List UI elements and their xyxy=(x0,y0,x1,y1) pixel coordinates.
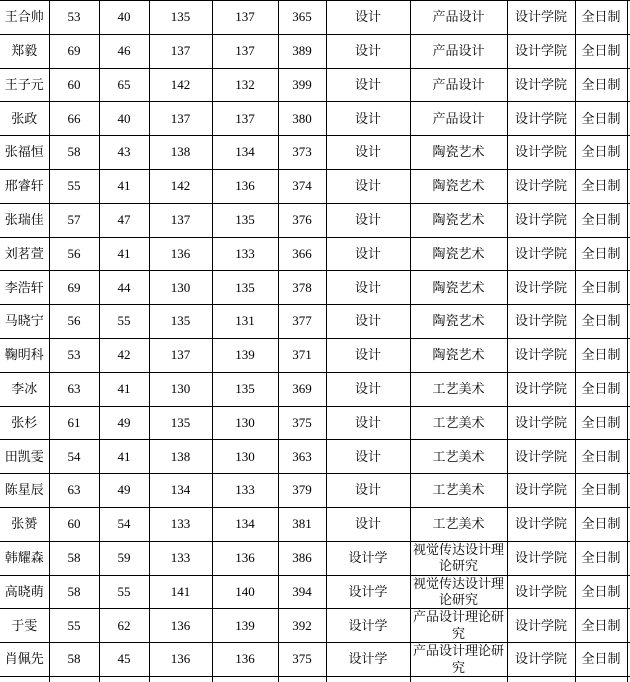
empty-cut-cell xyxy=(149,676,212,682)
table-row xyxy=(0,203,630,237)
cell-study-type: 全日制 xyxy=(575,102,627,136)
cell-college: 设计学院 xyxy=(507,169,575,203)
cell-score1: 55 xyxy=(49,169,99,203)
cell-name: 王子元 xyxy=(0,68,49,102)
cell-score1: 69 xyxy=(49,34,99,68)
cell-score1: 56 xyxy=(49,305,99,339)
cell-major: 设计 xyxy=(326,102,410,136)
cell-total: 380 xyxy=(278,102,326,136)
cell-study-type: 全日制 xyxy=(575,237,627,271)
cell-score1: 66 xyxy=(49,102,99,136)
cell-score3: 133 xyxy=(149,507,212,541)
cell-major: 设计 xyxy=(326,406,410,440)
cell-total: 381 xyxy=(278,507,326,541)
cell-name: 田凯雯 xyxy=(0,440,49,474)
cell-score4: 136 xyxy=(212,169,278,203)
cell-major: 设计 xyxy=(326,338,410,372)
cell-score1: 61 xyxy=(49,406,99,440)
cell-score4: 135 xyxy=(212,271,278,305)
cell-score4: 135 xyxy=(212,203,278,237)
cell-study-type: 全日制 xyxy=(575,406,627,440)
cell-research-direction: 工艺美术 xyxy=(410,507,507,541)
cell-score2: 44 xyxy=(99,271,149,305)
cell-college: 设计学院 xyxy=(507,68,575,102)
cell-total: 389 xyxy=(278,34,326,68)
cell-name: 肖佩先 xyxy=(0,643,49,677)
cell-score4: 136 xyxy=(212,643,278,677)
cell-total: 376 xyxy=(278,203,326,237)
empty-cut-cell xyxy=(575,676,627,682)
cell-score4: 133 xyxy=(212,237,278,271)
table-row xyxy=(0,372,630,406)
cell-score1: 54 xyxy=(49,440,99,474)
cell-total: 399 xyxy=(278,68,326,102)
cell-research-direction: 工艺美术 xyxy=(410,406,507,440)
cell-research-direction: 工艺美术 xyxy=(410,440,507,474)
cell-score1: 53 xyxy=(49,1,99,35)
cell-score1: 53 xyxy=(49,338,99,372)
table-row-partial xyxy=(0,676,630,682)
cell-score4: 133 xyxy=(212,474,278,508)
cell-name: 李冰 xyxy=(0,372,49,406)
cell-score2: 42 xyxy=(99,338,149,372)
table-row xyxy=(0,541,630,575)
cell-major: 设计 xyxy=(326,507,410,541)
cell-name: 张赟 xyxy=(0,507,49,541)
cell-name: 刘茗萱 xyxy=(0,237,49,271)
table-row xyxy=(0,34,630,68)
cell-college: 设计学院 xyxy=(507,474,575,508)
table-row xyxy=(0,609,630,643)
table-row xyxy=(0,440,630,474)
cell-name: 张杉 xyxy=(0,406,49,440)
cell-research-direction: 产品设计 xyxy=(410,102,507,136)
cell-score3: 130 xyxy=(149,372,212,406)
cell-score2: 55 xyxy=(99,305,149,339)
cell-score4: 131 xyxy=(212,305,278,339)
cell-research-direction: 视觉传达设计理论研究 xyxy=(410,541,507,575)
empty-cut-cell xyxy=(410,676,507,682)
cell-total: 365 xyxy=(278,1,326,35)
cell-score4: 135 xyxy=(212,372,278,406)
cell-name: 张瑞佳 xyxy=(0,203,49,237)
cell-score3: 138 xyxy=(149,440,212,474)
cell-research-direction: 陶瓷艺术 xyxy=(410,237,507,271)
empty-cut-cell xyxy=(507,676,575,682)
cell-study-type: 全日制 xyxy=(575,68,627,102)
cell-score1: 58 xyxy=(49,575,99,609)
cell-total: 392 xyxy=(278,609,326,643)
cell-score4: 137 xyxy=(212,1,278,35)
cell-college: 设计学院 xyxy=(507,136,575,170)
cell-total: 363 xyxy=(278,440,326,474)
cell-total: 371 xyxy=(278,338,326,372)
cell-score3: 136 xyxy=(149,237,212,271)
cell-total: 377 xyxy=(278,305,326,339)
cell-research-direction: 产品设计 xyxy=(410,68,507,102)
cell-name: 李浩轩 xyxy=(0,271,49,305)
cell-score1: 60 xyxy=(49,68,99,102)
cell-name: 王合帅 xyxy=(0,1,49,35)
cell-score3: 135 xyxy=(149,406,212,440)
table-row xyxy=(0,271,630,305)
cell-score3: 136 xyxy=(149,643,212,677)
cell-score3: 137 xyxy=(149,34,212,68)
cell-college: 设计学院 xyxy=(507,643,575,677)
table-row xyxy=(0,68,630,102)
cell-score2: 62 xyxy=(99,609,149,643)
cell-name: 鞠明科 xyxy=(0,338,49,372)
cell-score3: 130 xyxy=(149,271,212,305)
cell-study-type: 全日制 xyxy=(575,575,627,609)
cell-score4: 139 xyxy=(212,338,278,372)
cell-college: 设计学院 xyxy=(507,34,575,68)
cell-study-type: 全日制 xyxy=(575,169,627,203)
empty-cut-cell xyxy=(278,676,326,682)
cell-score3: 133 xyxy=(149,541,212,575)
cell-score1: 58 xyxy=(49,643,99,677)
cell-study-type: 全日制 xyxy=(575,1,627,35)
cell-score1: 58 xyxy=(49,541,99,575)
cell-score4: 140 xyxy=(212,575,278,609)
cell-score2: 41 xyxy=(99,237,149,271)
cell-major: 设计 xyxy=(326,203,410,237)
cell-study-type: 全日制 xyxy=(575,440,627,474)
cell-total: 374 xyxy=(278,169,326,203)
cell-score1: 57 xyxy=(49,203,99,237)
table-row xyxy=(0,575,630,609)
empty-cut-cell xyxy=(212,676,278,682)
cell-study-type: 全日制 xyxy=(575,338,627,372)
cell-score4: 134 xyxy=(212,136,278,170)
cell-study-type: 全日制 xyxy=(575,203,627,237)
cell-name: 郑毅 xyxy=(0,34,49,68)
cell-college: 设计学院 xyxy=(507,609,575,643)
cell-score3: 135 xyxy=(149,1,212,35)
empty-cut-cell xyxy=(326,676,410,682)
cell-score1: 63 xyxy=(49,474,99,508)
cell-major: 设计学 xyxy=(326,643,410,677)
cell-score2: 46 xyxy=(99,34,149,68)
cell-major: 设计 xyxy=(326,34,410,68)
cell-name: 陈星辰 xyxy=(0,474,49,508)
cell-total: 378 xyxy=(278,271,326,305)
cell-research-direction: 工艺美术 xyxy=(410,372,507,406)
cell-score1: 55 xyxy=(49,609,99,643)
cell-major: 设计 xyxy=(326,1,410,35)
cell-major: 设计学 xyxy=(326,575,410,609)
cell-college: 设计学院 xyxy=(507,406,575,440)
cell-total: 394 xyxy=(278,575,326,609)
cell-score2: 41 xyxy=(99,440,149,474)
table-row xyxy=(0,237,630,271)
cell-name: 韩耀森 xyxy=(0,541,49,575)
cell-major: 设计 xyxy=(326,440,410,474)
cell-score4: 130 xyxy=(212,406,278,440)
cell-score3: 142 xyxy=(149,68,212,102)
cell-college: 设计学院 xyxy=(507,507,575,541)
table-row xyxy=(0,102,630,136)
cell-major: 设计 xyxy=(326,271,410,305)
cell-college: 设计学院 xyxy=(507,541,575,575)
cell-study-type: 全日制 xyxy=(575,474,627,508)
cell-score2: 41 xyxy=(99,372,149,406)
table-row xyxy=(0,507,630,541)
cell-score4: 134 xyxy=(212,507,278,541)
cell-research-direction: 陶瓷艺术 xyxy=(410,203,507,237)
table-row xyxy=(0,406,630,440)
cell-major: 设计 xyxy=(326,237,410,271)
cell-study-type: 全日制 xyxy=(575,643,627,677)
table-body xyxy=(0,1,630,682)
cell-major: 设计 xyxy=(326,372,410,406)
cell-score2: 65 xyxy=(99,68,149,102)
cell-college: 设计学院 xyxy=(507,237,575,271)
cell-score1: 63 xyxy=(49,372,99,406)
cell-score2: 40 xyxy=(99,102,149,136)
cell-score2: 45 xyxy=(99,643,149,677)
cell-score2: 43 xyxy=(99,136,149,170)
cell-major: 设计 xyxy=(326,169,410,203)
cell-total: 375 xyxy=(278,406,326,440)
cell-college: 设计学院 xyxy=(507,271,575,305)
table-row xyxy=(0,474,630,508)
cell-score4: 132 xyxy=(212,68,278,102)
cell-name: 马晓宁 xyxy=(0,305,49,339)
cell-score2: 47 xyxy=(99,203,149,237)
cell-name: 于雯 xyxy=(0,609,49,643)
cell-total: 379 xyxy=(278,474,326,508)
cell-score3: 142 xyxy=(149,169,212,203)
cell-score4: 137 xyxy=(212,102,278,136)
cell-college: 设计学院 xyxy=(507,338,575,372)
cell-research-direction: 工艺美术 xyxy=(410,474,507,508)
cell-name: 张福恒 xyxy=(0,136,49,170)
cell-research-direction: 产品设计理论研究 xyxy=(410,609,507,643)
empty-cut-cell xyxy=(99,676,149,682)
cell-study-type: 全日制 xyxy=(575,372,627,406)
cell-college: 设计学院 xyxy=(507,203,575,237)
cell-score3: 135 xyxy=(149,305,212,339)
table-row xyxy=(0,643,630,677)
cell-research-direction: 产品设计 xyxy=(410,34,507,68)
cell-major: 设计学 xyxy=(326,541,410,575)
table-row xyxy=(0,1,630,35)
table-row xyxy=(0,136,630,170)
cell-score4: 137 xyxy=(212,34,278,68)
cell-score1: 69 xyxy=(49,271,99,305)
cell-score2: 49 xyxy=(99,474,149,508)
empty-cut-cell xyxy=(49,676,99,682)
table-row xyxy=(0,338,630,372)
cell-major: 设计 xyxy=(326,68,410,102)
cell-score3: 137 xyxy=(149,203,212,237)
cell-score2: 54 xyxy=(99,507,149,541)
cell-name: 邢睿轩 xyxy=(0,169,49,203)
cell-score3: 137 xyxy=(149,102,212,136)
cell-major: 设计 xyxy=(326,305,410,339)
cell-college: 设计学院 xyxy=(507,102,575,136)
cell-score3: 134 xyxy=(149,474,212,508)
cell-study-type: 全日制 xyxy=(575,34,627,68)
cell-major: 设计学 xyxy=(326,609,410,643)
cell-research-direction: 产品设计理论研究 xyxy=(410,643,507,677)
cell-research-direction: 陶瓷艺术 xyxy=(410,136,507,170)
cell-study-type: 全日制 xyxy=(575,136,627,170)
cell-score2: 59 xyxy=(99,541,149,575)
cell-score2: 41 xyxy=(99,169,149,203)
cell-major: 设计 xyxy=(326,474,410,508)
cell-study-type: 全日制 xyxy=(575,271,627,305)
cell-score3: 141 xyxy=(149,575,212,609)
cell-score2: 55 xyxy=(99,575,149,609)
cell-study-type: 全日制 xyxy=(575,609,627,643)
table-row xyxy=(0,169,630,203)
cell-score4: 130 xyxy=(212,440,278,474)
cell-name: 张政 xyxy=(0,102,49,136)
cell-total: 369 xyxy=(278,372,326,406)
empty-cut-cell xyxy=(0,676,49,682)
cell-score3: 136 xyxy=(149,609,212,643)
cell-college: 设计学院 xyxy=(507,575,575,609)
cell-research-direction: 陶瓷艺术 xyxy=(410,271,507,305)
table-row xyxy=(0,305,630,339)
cell-research-direction: 陶瓷艺术 xyxy=(410,305,507,339)
cell-score1: 60 xyxy=(49,507,99,541)
cell-score4: 139 xyxy=(212,609,278,643)
cell-total: 366 xyxy=(278,237,326,271)
cell-score2: 49 xyxy=(99,406,149,440)
cell-total: 373 xyxy=(278,136,326,170)
cell-total: 386 xyxy=(278,541,326,575)
cell-research-direction: 产品设计 xyxy=(410,1,507,35)
cell-college: 设计学院 xyxy=(507,1,575,35)
cell-score3: 138 xyxy=(149,136,212,170)
cell-score1: 56 xyxy=(49,237,99,271)
cell-name: 高晓萌 xyxy=(0,575,49,609)
cell-total: 375 xyxy=(278,643,326,677)
cell-study-type: 全日制 xyxy=(575,541,627,575)
cell-study-type: 全日制 xyxy=(575,305,627,339)
cell-research-direction: 陶瓷艺术 xyxy=(410,338,507,372)
cell-score2: 40 xyxy=(99,1,149,35)
cell-study-type: 全日制 xyxy=(575,507,627,541)
cell-score3: 137 xyxy=(149,338,212,372)
cell-score4: 136 xyxy=(212,541,278,575)
cell-research-direction: 视觉传达设计理论研究 xyxy=(410,575,507,609)
cell-college: 设计学院 xyxy=(507,372,575,406)
cell-score1: 58 xyxy=(49,136,99,170)
cell-college: 设计学院 xyxy=(507,305,575,339)
cell-major: 设计 xyxy=(326,136,410,170)
cell-college: 设计学院 xyxy=(507,440,575,474)
cell-research-direction: 陶瓷艺术 xyxy=(410,169,507,203)
